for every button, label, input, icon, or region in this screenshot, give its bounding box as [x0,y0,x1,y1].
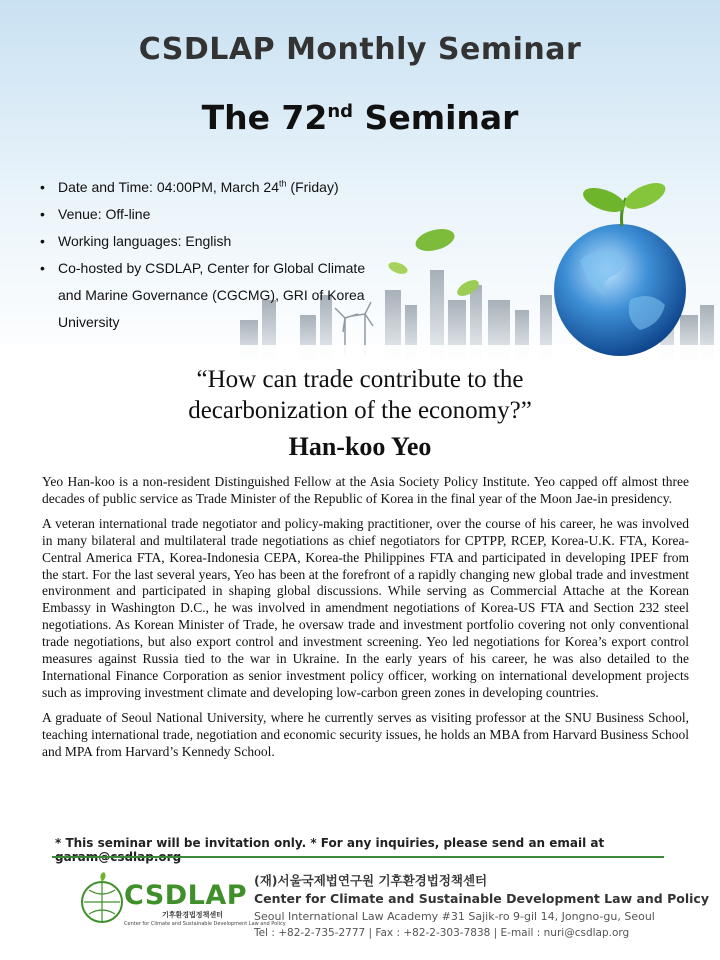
speaker-bio [42,474,689,769]
detail-languages: • Working languages: English [40,233,232,249]
org-name-en: Center for Climate and Sustainable Development Law and Policy [254,891,709,906]
bio-paragraph: A veteran international trade negotiator and policy-making practitioner, over the course of his career, he was involved in many bilateral and multilateral trade negotiations as chief negotiators for CPTPP, RCEP, Korea-U.K. FTA, Korea-Central America FTA, Korea-Indonesia CEPA, Korea-the Philippines FTA and participated in developing IPEF from the start. For the last several years, Yeo has been at the forefront of a rapidly changing new global trade and investment environment and participated in shaping global discussions. While serving as Commercial Attache at the Korean Embassy in Washington D.C., he was involved in amendment negotiations of Korea-US FTA and Section 232 steel negotiations. As Korean Minister of Trade, he oversaw trade and investment portfolio covering not only conventional trade negotiations, but also export control and investment screening. Yeo led negotiations for Korea’s export control measures against Russia tied to the war in Ukraine. In the early years of his career, he was also detailed to the International Finance Corporation as senior investment policy officer, working on international development projects such as improving investment climate and developing low-carbon green zones in developing countries. [42,515,689,700]
detail-cohosts: • Co-hosted by CSDLAP, Center for Global Climate [40,260,366,276]
logo-subtitle-kr: 기후환경법정책센터 [162,911,223,919]
bio-paragraph: A graduate of Seoul National University, where he currently serves as visiting professor at the SNU Business School, teaching international trade, negotiation and economic security issues, he holds an MBA from Harvard Business School and MPA from Harvard’s Kennedy School. [42,709,689,759]
logo-subtitle-en: Center for Climate and Sustainable Development Law and Policy [124,921,286,927]
globe-icon [554,224,686,356]
bio-paragraph: Yeo Han-koo is a non-resident Distinguished Fellow at the Asia Society Policy Institute. Yeo capped off almost three decades of public service as Trade Minister of the Republic of Korea in the final year of the Moon Jae-in presidency. [42,474,689,506]
detail-date-time: • Date and Time: 04:00PM, March 24th (Friday) [40,178,339,195]
divider [52,856,664,858]
invitation-notice: * This seminar will be invitation only. * For any inquiries, please send an email at [55,836,605,850]
hero-banner [0,0,720,375]
series-title: CSDLAP Monthly Seminar [138,32,582,67]
speaker-name: Han-koo Yeo [288,432,432,461]
sprout-icon [580,178,669,226]
csdlap-logo-icon [80,872,124,926]
org-address: Seoul International Law Academy #31 Sajik-ro 9-gil 14, Jongno-gu, Seoul [254,910,655,923]
detail-venue: • Venue: Off-line [40,206,151,222]
detail-cohosts-line2: and Marine Governance (CGCMG), GRI of Korea [58,287,365,303]
seminar-number-title: The 72nd Seminar [201,98,519,137]
detail-cohosts-line3: University [58,314,120,330]
org-contact: Tel : +82-2-735-2777 | Fax : +82-2-303-7838 | E-mail : nuri@csdlap.org [254,927,630,939]
talk-title: “How can trade contribute to the decarbonization of the economy?” [188,366,532,424]
logo-wordmark: CSDLAP [124,880,248,911]
footer-contact-block [254,872,709,942]
org-name-kr: (재)서울국제법연구원 기후환경법정책센터 [254,873,488,888]
seminar-details-list [38,174,398,336]
